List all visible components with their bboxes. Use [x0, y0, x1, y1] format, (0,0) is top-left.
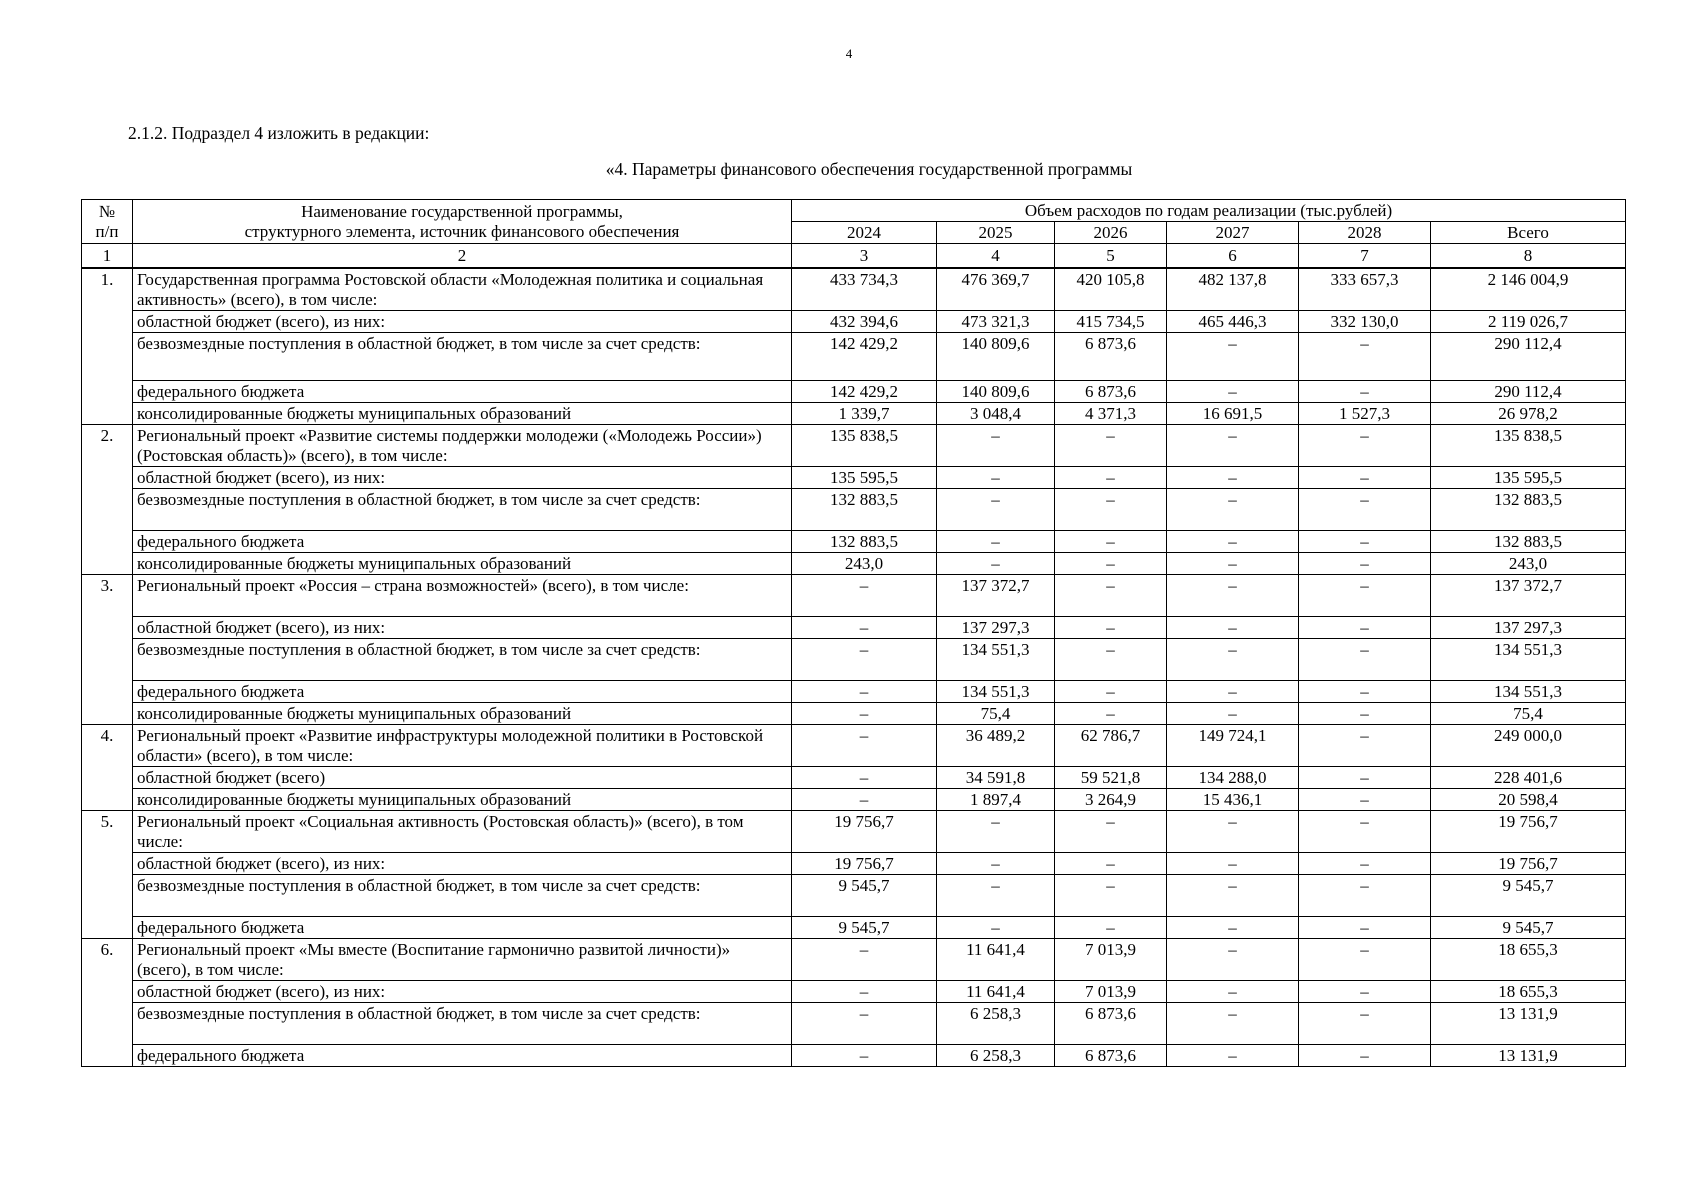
row-year-value: –	[1055, 425, 1167, 467]
row-name: областной бюджет (всего), из них:	[133, 981, 792, 1003]
row-year-value: 19 756,7	[792, 853, 937, 875]
row-year-value: 132 883,5	[792, 489, 937, 531]
header-number-line2: п/п	[95, 222, 119, 241]
row-year-value: –	[1167, 381, 1299, 403]
table-row	[82, 703, 1626, 725]
column-number: 3	[792, 244, 937, 269]
row-year-value: –	[1167, 703, 1299, 725]
row-year-value: 34 591,8	[937, 767, 1055, 789]
row-total-value: 290 112,4	[1431, 333, 1626, 381]
row-year-value: –	[792, 767, 937, 789]
row-total-value: 19 756,7	[1431, 811, 1626, 853]
table-row	[82, 681, 1626, 703]
row-name: федерального бюджета	[133, 531, 792, 553]
row-year-value: –	[1299, 681, 1431, 703]
row-name: областной бюджет (всего), из них:	[133, 853, 792, 875]
table-row	[82, 553, 1626, 575]
row-year-value: –	[1299, 467, 1431, 489]
row-name: областной бюджет (всего), из них:	[133, 467, 792, 489]
row-year-value: –	[937, 875, 1055, 917]
row-year-value: 1 897,4	[937, 789, 1055, 811]
row-name: безвозмездные поступления в областной бюджет, в том числе за счет средств:	[133, 875, 792, 917]
header-year-2025: 2025	[937, 222, 1055, 244]
table-row	[82, 981, 1626, 1003]
row-number: 2.	[82, 425, 133, 575]
row-year-value: 36 489,2	[937, 725, 1055, 767]
header-name-line2: структурного элемента, источник финансового обеспечения	[244, 222, 680, 241]
row-year-value: 75,4	[937, 703, 1055, 725]
row-name: федерального бюджета	[133, 917, 792, 939]
row-total-value: 9 545,7	[1431, 917, 1626, 939]
row-year-value: 432 394,6	[792, 311, 937, 333]
row-name: консолидированные бюджеты муниципальных образований	[133, 789, 792, 811]
row-year-value: 476 369,7	[937, 268, 1055, 311]
row-year-value: –	[1055, 575, 1167, 617]
row-year-value: –	[1055, 553, 1167, 575]
row-year-value: –	[792, 703, 937, 725]
row-total-value: 137 372,7	[1431, 575, 1626, 617]
row-year-value: –	[937, 531, 1055, 553]
row-name: консолидированные бюджеты муниципальных образований	[133, 553, 792, 575]
row-year-value: –	[937, 425, 1055, 467]
row-year-value: –	[1055, 639, 1167, 681]
row-year-value: 135 595,5	[792, 467, 937, 489]
header-year-2028: 2028	[1299, 222, 1431, 244]
table-row-group-header	[82, 268, 1626, 311]
row-year-value: –	[1167, 681, 1299, 703]
table-row-group-header	[82, 425, 1626, 467]
row-total-value: 135 595,5	[1431, 467, 1626, 489]
row-year-value: 9 545,7	[792, 917, 937, 939]
row-year-value: 473 321,3	[937, 311, 1055, 333]
row-year-value: 134 288,0	[1167, 767, 1299, 789]
row-year-value: 140 809,6	[937, 381, 1055, 403]
table-row	[82, 333, 1626, 381]
table-row	[82, 1003, 1626, 1045]
table-row	[82, 875, 1626, 917]
row-year-value: –	[937, 811, 1055, 853]
row-year-value: –	[1167, 553, 1299, 575]
row-name: Региональный проект «Социальная активность (Ростовская область)» (всего), в том числе:	[133, 811, 792, 853]
header-name-cell	[133, 200, 792, 244]
row-total-value: 243,0	[1431, 553, 1626, 575]
row-year-value: 6 873,6	[1055, 1003, 1167, 1045]
row-year-value: –	[1055, 467, 1167, 489]
header-total: Всего	[1431, 222, 1626, 244]
row-year-value: –	[1167, 333, 1299, 381]
column-number: 5	[1055, 244, 1167, 269]
row-year-value: 134 551,3	[937, 681, 1055, 703]
row-year-value: 243,0	[792, 553, 937, 575]
header-year-2024: 2024	[792, 222, 937, 244]
table-row-group-header	[82, 811, 1626, 853]
row-year-value: 333 657,3	[1299, 268, 1431, 311]
row-number: 6.	[82, 939, 133, 1067]
table-row-group-header	[82, 725, 1626, 767]
row-total-value: 75,4	[1431, 703, 1626, 725]
row-year-value: 132 883,5	[792, 531, 937, 553]
row-total-value: 18 655,3	[1431, 981, 1626, 1003]
column-number: 6	[1167, 244, 1299, 269]
row-number: 3.	[82, 575, 133, 725]
row-year-value: 19 756,7	[792, 811, 937, 853]
header-row-1	[82, 200, 1626, 222]
row-year-value: 3 048,4	[937, 403, 1055, 425]
row-total-value: 132 883,5	[1431, 489, 1626, 531]
row-year-value: –	[1299, 1045, 1431, 1067]
row-year-value: –	[1055, 917, 1167, 939]
column-number: 1	[82, 244, 133, 269]
row-name: консолидированные бюджеты муниципальных образований	[133, 403, 792, 425]
row-year-value: –	[792, 639, 937, 681]
row-year-value: 1 527,3	[1299, 403, 1431, 425]
table-row	[82, 789, 1626, 811]
row-name: Региональный проект «Россия – страна возможностей» (всего), в том числе:	[133, 575, 792, 617]
row-year-value: –	[1055, 811, 1167, 853]
row-total-value: 13 131,9	[1431, 1045, 1626, 1067]
table-row	[82, 381, 1626, 403]
row-year-value: –	[792, 681, 937, 703]
table-row	[82, 1045, 1626, 1067]
row-year-value: –	[1167, 917, 1299, 939]
row-year-value: –	[1299, 333, 1431, 381]
row-year-value: 433 734,3	[792, 268, 937, 311]
row-year-value: –	[1299, 381, 1431, 403]
row-year-value: –	[1167, 467, 1299, 489]
row-year-value: 6 258,3	[937, 1003, 1055, 1045]
row-year-value: –	[1055, 875, 1167, 917]
row-total-value: 19 756,7	[1431, 853, 1626, 875]
row-number: 1.	[82, 268, 133, 425]
row-year-value: 142 429,2	[792, 381, 937, 403]
row-year-value: –	[1167, 639, 1299, 681]
row-number: 5.	[82, 811, 133, 939]
row-total-value: 134 551,3	[1431, 681, 1626, 703]
row-year-value: 482 137,8	[1167, 268, 1299, 311]
row-year-value: –	[937, 917, 1055, 939]
row-total-value: 20 598,4	[1431, 789, 1626, 811]
row-total-value: 2 119 026,7	[1431, 311, 1626, 333]
row-year-value: 142 429,2	[792, 333, 937, 381]
table-row-group-header	[82, 575, 1626, 617]
page-number: 4	[845, 46, 853, 61]
row-name: безвозмездные поступления в областной бюджет, в том числе за счет средств:	[133, 333, 792, 381]
row-name: безвозмездные поступления в областной бюджет, в том числе за счет средств:	[133, 1003, 792, 1045]
row-year-value: 135 838,5	[792, 425, 937, 467]
row-total-value: 290 112,4	[1431, 381, 1626, 403]
row-year-value: –	[1299, 981, 1431, 1003]
row-year-value: –	[937, 853, 1055, 875]
row-year-value: –	[1055, 703, 1167, 725]
row-year-value: 4 371,3	[1055, 403, 1167, 425]
table-row-group-header	[82, 939, 1626, 981]
row-total-value: 26 978,2	[1431, 403, 1626, 425]
row-year-value: –	[1299, 917, 1431, 939]
row-year-value: –	[1299, 789, 1431, 811]
row-year-value: 11 641,4	[937, 939, 1055, 981]
row-year-value: 16 691,5	[1167, 403, 1299, 425]
row-year-value: 6 873,6	[1055, 381, 1167, 403]
header-name-line1: Наименование государственной программы,	[301, 202, 623, 221]
row-year-value: 7 013,9	[1055, 939, 1167, 981]
row-name: Региональный проект «Развитие инфраструктуры молодежной политики в Ростовской области» (всего), в том числе:	[133, 725, 792, 767]
row-year-value: –	[1167, 875, 1299, 917]
table-row	[82, 617, 1626, 639]
row-year-value: –	[937, 489, 1055, 531]
row-year-value: –	[1299, 725, 1431, 767]
row-year-value: 11 641,4	[937, 981, 1055, 1003]
row-name: федерального бюджета	[133, 1045, 792, 1067]
table-row	[82, 531, 1626, 553]
table-row	[82, 767, 1626, 789]
table-row	[82, 639, 1626, 681]
row-year-value: –	[1167, 489, 1299, 531]
row-year-value: –	[1167, 1045, 1299, 1067]
row-year-value: 420 105,8	[1055, 268, 1167, 311]
row-year-value: 3 264,9	[1055, 789, 1167, 811]
row-year-value: –	[1167, 425, 1299, 467]
row-year-value: 465 446,3	[1167, 311, 1299, 333]
row-name: Государственная программа Ростовской области «Молодежная политика и социальная активность» (всего), в том числе:	[133, 268, 792, 311]
row-year-value: 149 724,1	[1167, 725, 1299, 767]
row-year-value: –	[792, 617, 937, 639]
row-year-value: 415 734,5	[1055, 311, 1167, 333]
header-number-line1: №	[98, 202, 116, 221]
row-year-value: –	[1167, 939, 1299, 981]
row-total-value: 228 401,6	[1431, 767, 1626, 789]
row-name: безвозмездные поступления в областной бюджет, в том числе за счет средств:	[133, 489, 792, 531]
header-volume-title: Объем расходов по годам реализации (тыс.рублей)	[792, 200, 1626, 222]
column-number: 7	[1299, 244, 1431, 269]
row-year-value: –	[1167, 811, 1299, 853]
row-year-value: –	[792, 789, 937, 811]
table-row	[82, 917, 1626, 939]
header-column-numbers-row	[82, 244, 1626, 269]
financing-table	[81, 199, 1626, 1067]
table-row	[82, 403, 1626, 425]
row-year-value: 7 013,9	[1055, 981, 1167, 1003]
row-year-value: –	[792, 725, 937, 767]
row-year-value: –	[1299, 767, 1431, 789]
header-year-2027: 2027	[1167, 222, 1299, 244]
row-total-value: 249 000,0	[1431, 725, 1626, 767]
row-year-value: –	[1167, 853, 1299, 875]
row-year-value: 15 436,1	[1167, 789, 1299, 811]
row-year-value: –	[937, 553, 1055, 575]
row-year-value: –	[1299, 703, 1431, 725]
table-body	[82, 268, 1626, 1067]
header-number-cell	[82, 200, 133, 244]
row-year-value: –	[792, 1003, 937, 1045]
row-year-value: 137 372,7	[937, 575, 1055, 617]
row-year-value: –	[792, 1045, 937, 1067]
row-total-value: 134 551,3	[1431, 639, 1626, 681]
row-year-value: –	[1299, 939, 1431, 981]
row-year-value: –	[1055, 681, 1167, 703]
row-year-value: 59 521,8	[1055, 767, 1167, 789]
row-year-value: –	[1299, 575, 1431, 617]
row-name: консолидированные бюджеты муниципальных образований	[133, 703, 792, 725]
row-name: Региональный проект «Мы вместе (Воспитание гармонично развитой личности)» (всего), в том числе:	[133, 939, 792, 981]
row-year-value: –	[1167, 531, 1299, 553]
row-year-value: –	[1299, 639, 1431, 681]
row-year-value: –	[1167, 981, 1299, 1003]
row-year-value: 62 786,7	[1055, 725, 1167, 767]
row-total-value: 9 545,7	[1431, 875, 1626, 917]
row-number: 4.	[82, 725, 133, 811]
row-total-value: 18 655,3	[1431, 939, 1626, 981]
row-year-value: –	[1299, 617, 1431, 639]
row-year-value: –	[1299, 531, 1431, 553]
row-year-value: –	[1299, 489, 1431, 531]
row-name: областной бюджет (всего), из них:	[133, 311, 792, 333]
row-name: безвозмездные поступления в областной бюджет, в том числе за счет средств:	[133, 639, 792, 681]
row-year-value: 140 809,6	[937, 333, 1055, 381]
row-name: Региональный проект «Развитие системы поддержки молодежи («Молодежь России») (Ростовская область)» (всего), в том числе:	[133, 425, 792, 467]
row-year-value: 137 297,3	[937, 617, 1055, 639]
row-year-value: –	[1299, 811, 1431, 853]
row-year-value: –	[1299, 425, 1431, 467]
row-year-value: –	[1055, 489, 1167, 531]
row-year-value: 6 873,6	[1055, 1045, 1167, 1067]
row-year-value: –	[1299, 875, 1431, 917]
row-year-value: 9 545,7	[792, 875, 937, 917]
row-total-value: 2 146 004,9	[1431, 268, 1626, 311]
row-name: областной бюджет (всего), из них:	[133, 617, 792, 639]
row-year-value: –	[792, 981, 937, 1003]
row-total-value: 13 131,9	[1431, 1003, 1626, 1045]
row-total-value: 135 838,5	[1431, 425, 1626, 467]
row-year-value: 134 551,3	[937, 639, 1055, 681]
table-row	[82, 467, 1626, 489]
column-number: 8	[1431, 244, 1626, 269]
row-year-value: –	[792, 575, 937, 617]
row-year-value: –	[1299, 853, 1431, 875]
header-year-2026: 2026	[1055, 222, 1167, 244]
table-title: «4. Параметры финансового обеспечения государственной программы	[605, 159, 1133, 179]
column-number: 2	[133, 244, 792, 269]
row-year-value: –	[1167, 1003, 1299, 1045]
table-row	[82, 853, 1626, 875]
row-total-value: 132 883,5	[1431, 531, 1626, 553]
row-year-value: 1 339,7	[792, 403, 937, 425]
row-year-value: 6 873,6	[1055, 333, 1167, 381]
row-year-value: –	[1055, 531, 1167, 553]
row-year-value: –	[1167, 575, 1299, 617]
row-year-value: –	[1299, 553, 1431, 575]
row-total-value: 137 297,3	[1431, 617, 1626, 639]
row-year-value: –	[1167, 617, 1299, 639]
table-row	[82, 489, 1626, 531]
table-row	[82, 311, 1626, 333]
row-year-value: 6 258,3	[937, 1045, 1055, 1067]
row-name: федерального бюджета	[133, 381, 792, 403]
row-year-value: 332 130,0	[1299, 311, 1431, 333]
row-year-value: –	[937, 467, 1055, 489]
row-year-value: –	[1299, 1003, 1431, 1045]
row-year-value: –	[1055, 617, 1167, 639]
row-name: областной бюджет (всего)	[133, 767, 792, 789]
row-name: федерального бюджета	[133, 681, 792, 703]
intro-text: 2.1.2. Подраздел 4 изложить в редакции:	[128, 123, 430, 143]
column-number: 4	[937, 244, 1055, 269]
row-year-value: –	[792, 939, 937, 981]
row-year-value: –	[1055, 853, 1167, 875]
